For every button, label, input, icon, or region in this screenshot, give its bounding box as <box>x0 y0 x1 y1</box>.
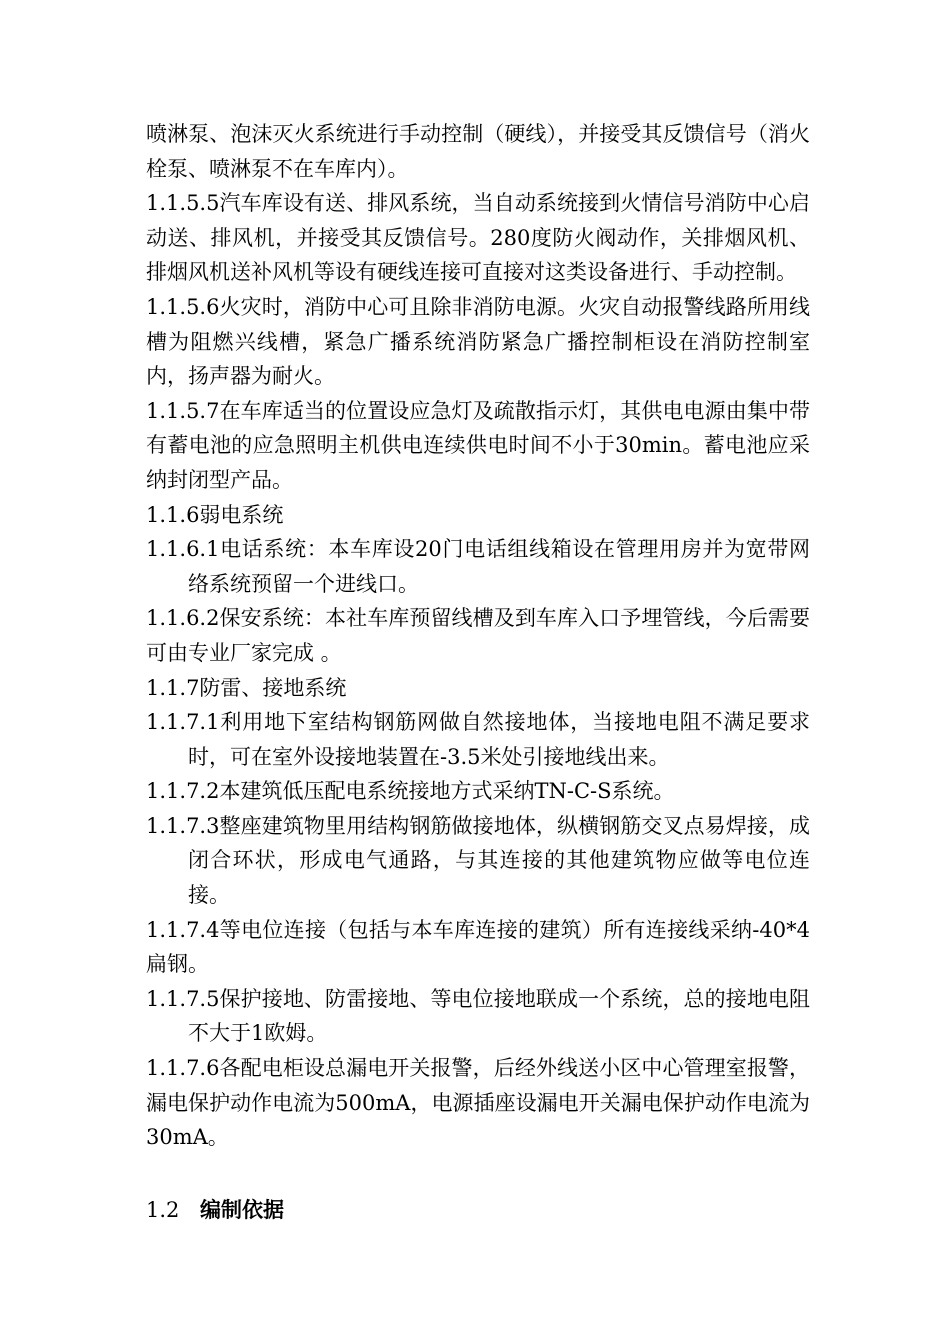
paragraph: 1.1.7.5保护接地、防雷接地、等电位接地联成一个系统，总的接地电阻不大于1欧姆。 <box>146 986 810 1046</box>
paragraph: 1.1.7.3整座建筑物里用结构钢筋做接地体，纵横钢筋交叉点易焊接，成闭合环状，形成电气通路，与其连接的其他建筑物应做等电位连接。 <box>146 813 810 908</box>
paragraph: 1.1.7.6各配电柜设总漏电开关报警，后经外线送小区中心管理室报警，漏电保护动作电流为500mA，电源插座设漏电开关漏电保护动作电流为30mA。 <box>146 1056 810 1150</box>
paragraph: 喷淋泵、泡沫灭火系统进行手动控制（硬线），并接受其反馈信号（消火栓泵、喷淋泵不在车库内）。 <box>146 122 810 181</box>
paragraph: 1.1.7.2本建筑低压配电系统接地方式采纳TN-C-S系统。 <box>146 779 675 804</box>
section-heading <box>146 1193 810 1228</box>
document-body <box>146 117 810 1227</box>
paragraph: 1.1.6.1电话系统：本车库设20门电话组线箱设在管理用房并为宽带网络系统预留一个进线口。 <box>146 537 810 596</box>
paragraph: 1.1.5.7在车库适当的位置设应急灯及疏散指示灯，其供电电源由集中带有蓄电池的应急照明主机供电连续供电时间不小于30min。蓄电池应采纳封闭型产品。 <box>146 398 810 492</box>
paragraph: 1.1.5.6火灾时，消防中心可且除非消防电源。火灾自动报警线路所用线槽为阻燃兴线槽，紧急广播系统消防紧急广播控制柜设在消防控制室内，扬声器为耐火。 <box>146 294 810 389</box>
paragraph: 1.1.7.4等电位连接（包括与本车库连接的建筑）所有连接线采纳-40*4扁钢。 <box>146 917 810 977</box>
subsection-heading: 1.1.7防雷、接地系统 <box>146 675 347 700</box>
paragraph: 1.1.6.2保安系统：本社车库预留线槽及到车库入口予埋管线，今后需要可由专业厂家完成 。 <box>146 606 810 665</box>
section-number: 1.2 <box>146 1197 180 1222</box>
spacer <box>146 1155 810 1193</box>
paragraph: 1.1.7.1利用地下室结构钢筋网做自然接地体，当接地电阻不满足要求时，可在室外设接地装置在-3.5米处引接地线出来。 <box>146 710 810 769</box>
paragraph: 1.1.5.5汽车库设有送、排风系统，当自动系统接到火情信号消防中心启动送、排风机，并接受其反馈信号。280度防火阀动作，关排烟风机、排烟风机送补风机等设有硬线连接可直接对这类设备进行、手动控制。 <box>146 191 810 285</box>
subsection-heading: 1.1.6弱电系统 <box>146 502 284 527</box>
section-title: 编制依据 <box>200 1197 284 1222</box>
